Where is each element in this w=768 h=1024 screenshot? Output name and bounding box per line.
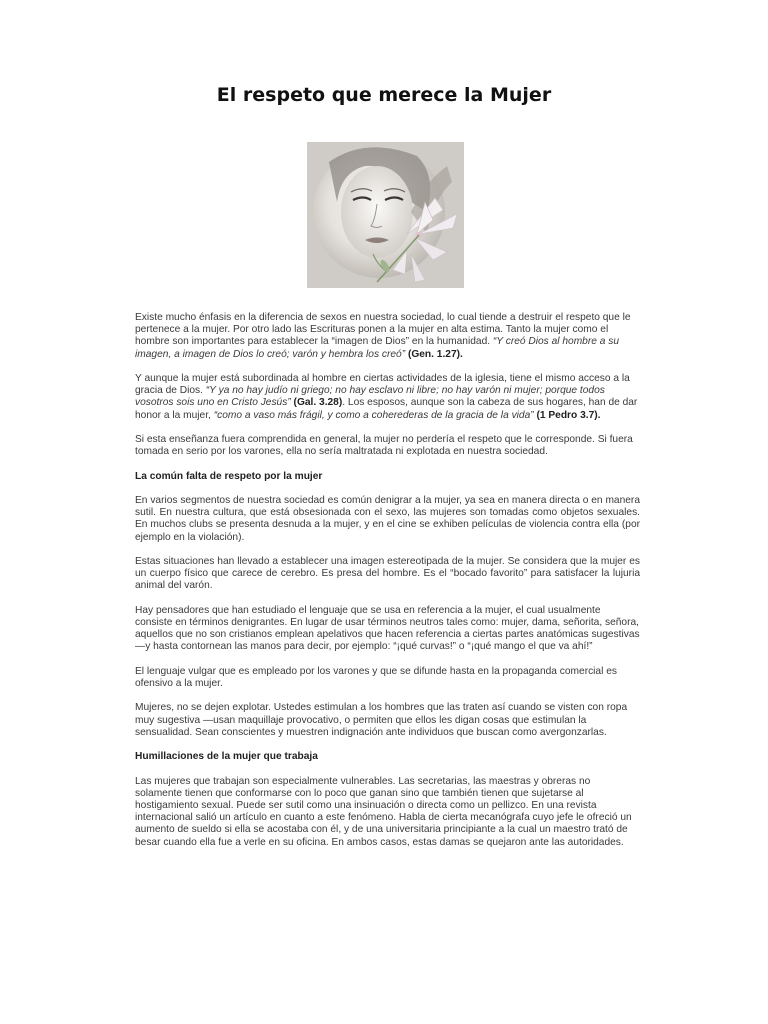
paragraph-9: Las mujeres que trabajan son especialmente vulnerables. Las secretarias, las maestras y obreras no solamente tienen que conformarse con lo poco que ganan sino que también tienen que sujetarse al hostigamiento sexual. Puede ser sutil como una insinuación o directa como un pellizco. En una revista internacional salió un artículo en cuanto a este fenómeno. Habla de cierta mecanógrafa cuyo jefe le ofreció un aumento de sueldo si ella se acostaba con él, y de una universitaria principiante a la cual un maestro trató de besar cuando ella fue a verle en su oficina. En ambos casos, estas damas se quejaron ante las autoridades. [135,775,632,848]
page-title: El respeto que merece la Mujer [216,84,552,106]
paragraph-5: Estas situaciones han llevado a establecer una imagen estereotipada de la mujer. Se considera que la mujer es un cuerpo físico que carece de cerebro. Es presa del hombre. Es el “bocado favorito” para satisfacer la lujuria animal del varón. [135,555,640,592]
woman-portrait-image [307,142,464,288]
paragraph-6: Hay pensadores que han estudiado el lenguaje que se usa en referencia a la mujer, el cual usualmente consiste en términos denigrantes. En lugar de usar términos neutros tales como: mujer, dama, señorita, señora, aquellos que no son cristianos emplean apelativos que hacen referencia a ciertas partes anatómicas sugestivas —y hasta contornean las manos para decir, por ejemplo: “¡qué curvas!” o “¡qué mango el que va ahí!” [135,604,640,653]
section-heading-2: Humillaciones de la mujer que trabaja [135,751,318,763]
paragraph-2: Y aunque la mujer está subordinada al hombre en ciertas actividades de la iglesia, tiene el mismo acceso a la gracia de Dios. “Y ya no hay judío ni griego; no hay esclavo ni libre; no hay varón ni mujer; porque todos vosotros sois uno en Cristo Jesús” (Gal. 3.28). Los esposos, aunque son la cabeza de sus hogares, han de dar honor a la mujer, “como a vaso más frágil, y como a coherederas de la gracia de la vida” (1 Pedro 3.7). [135,373,638,421]
paragraph-8: Mujeres, no se dejen explotar. Ustedes estimulan a los hombres que las traten así cuando se visten con ropa muy sugestiva —usan maquillaje provocativo, o permiten que ellos les digan cosas que estimulan la sensualidad. Sean conscientes y muestren indignación ante individuos que buscan como avergonzarlas. [135,702,628,738]
paragraph-3: Si esta enseñanza fuera comprendida en general, la mujer no perdería el respeto que le corresponde. Si fuera tomada en serio por los varones, ella no sería maltratada ni explotada en nuestra sociedad. [135,434,633,458]
paragraph-7: El lenguaje vulgar que es empleado por los varones y que se difunde hasta en la propaganda comercial es ofensivo a la mujer. [135,665,617,689]
section-heading-1: La común falta de respeto por la mujer [135,470,323,482]
paragraph-1: Existe mucho énfasis en la diferencia de sexos en nuestra sociedad, lo cual tiende a destruir el respeto que le pertenece a la mujer. Por otro lado las Escrituras ponen a la mujer en alta estima. Tanto la mujer como el hombre son importantes para establecer la “imagen de Dios” en la humanidad. “Y creó Dios al hombre a su imagen, a imagen de Dios lo creó; varón y hembra los creó” (Gen. 1.27). [135,312,631,360]
portrait-illustration [307,142,464,288]
article-body [135,312,640,861]
paragraph-4: En varios segmentos de nuestra sociedad es común denigrar a la mujer, ya sea en manera directa o en manera sutil. En nuestra cultura, que está obsesionada con el sexo, las mujeres son tomadas como objetos sexuales. En muchos clubs se presenta desnuda a la mujer, y en el cine se exhiben películas de violencia contra ella (por ejemplo en la violación). [135,494,640,543]
